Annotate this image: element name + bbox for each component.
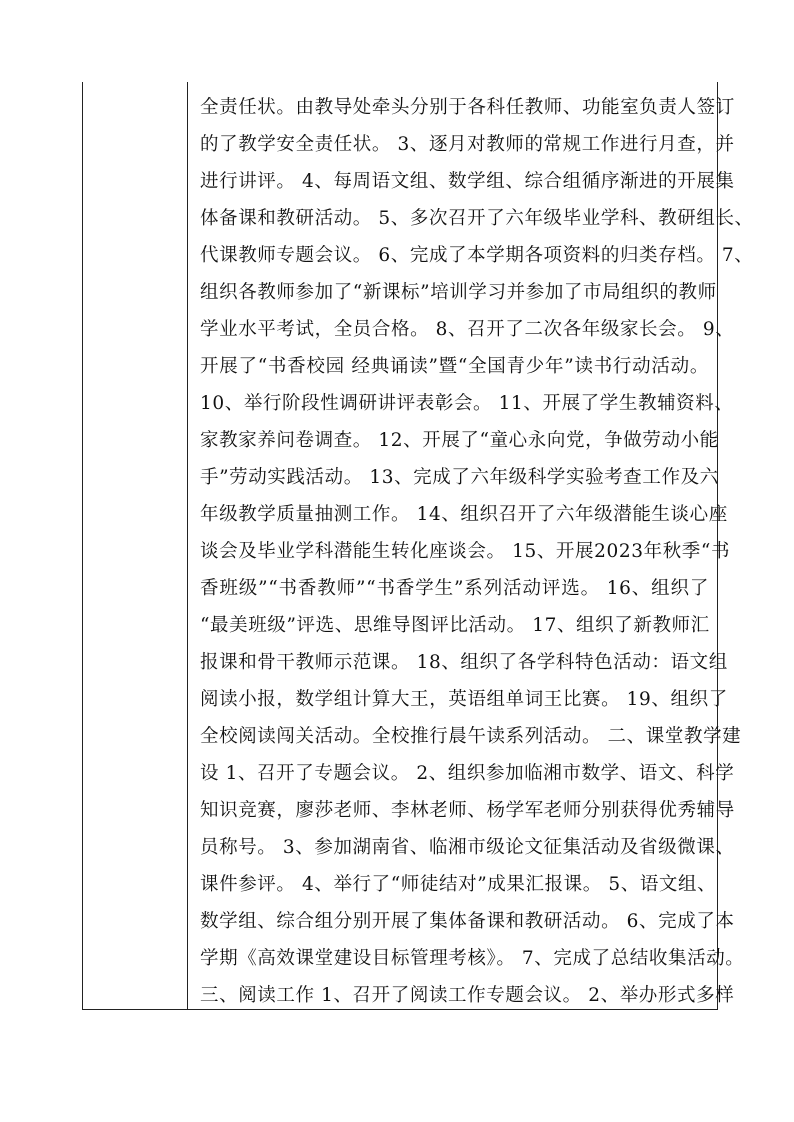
paragraph-line: 知识竞赛，廖莎老师、李林老师、杨学军老师分别获得优秀辅导 bbox=[200, 800, 735, 821]
paragraph-line: 年级教学质量抽测工作。 14、组织召开了六年级潜能生谈心座 bbox=[200, 504, 728, 525]
paragraph-line: 的了教学安全责任状。 3、逐月对教师的常规工作进行月查，并 bbox=[200, 134, 735, 155]
paragraph-line: 进行讲评。 4、每周语文组、数学组、综合组循序渐进的开展集 bbox=[200, 171, 735, 192]
paragraph-line: 家教家养问卷调查。 12、开展了“童心永向党，争做劳动小能 bbox=[200, 430, 719, 451]
table-label-cell bbox=[83, 82, 188, 1009]
paragraph-line: 三、阅读工作 1、召开了阅读工作专题会议。 2、举办形式多样 bbox=[200, 985, 735, 1006]
paragraph-line: 报课和骨干教师示范课。 18、组织了各学科特色活动：语文组 bbox=[200, 652, 728, 673]
paragraph-line: 手”劳动实践活动。 13、完成了六年级科学实验考查工作及六 bbox=[200, 467, 719, 488]
paragraph-line: 全校阅读闯关活动。全校推行晨午读系列活动。 二、课堂教学建 bbox=[200, 726, 742, 747]
paragraph-line: 体备课和教研活动。 5、多次召开了六年级毕业学科、教研组长、 bbox=[200, 208, 754, 229]
paragraph-line: 设 1、召开了专题会议。 2、组织参加临湘市数学、语文、科学 bbox=[200, 763, 735, 784]
paragraph-line: 阅读小报，数学组计算大王，英语组单词王比赛。 19、组织了 bbox=[200, 689, 728, 710]
table-frame bbox=[82, 82, 754, 1010]
paragraph-line: 学业水平考试，全员合格。 8、召开了二次各年级家长会。 9、 bbox=[200, 319, 735, 340]
table-content-cell bbox=[189, 82, 754, 1009]
paragraph-line: 学期《高效课堂建设目标管理考核》。 7、完成了总结收集活动。 bbox=[200, 948, 745, 969]
paragraph-line: 全责任状。由教导处牵头分别于各科任教师、功能室负责人签订 bbox=[200, 97, 735, 118]
paragraph-line: 数学组、综合组分别开展了集体备课和教研活动。 6、完成了本 bbox=[200, 911, 735, 932]
paragraph-line: 开展了“书香校园 经典诵读”暨“全国青少年”读书行动活动。 bbox=[200, 356, 709, 377]
paragraph-line: 课件参评。 4、举行了“师徒结对”成果汇报课。 5、语文组、 bbox=[200, 874, 717, 895]
paragraph-line: “最美班级”评选、思维导图评比活动。 17、组织了新教师汇 bbox=[200, 615, 710, 636]
paragraph-line: 员称号。 3、参加湖南省、临湘市级论文征集活动及省级微课、 bbox=[200, 837, 735, 858]
paragraph-line: 香班级”“书香教师”“书香学生”系列活动评选。 16、组织了 bbox=[200, 578, 709, 599]
paragraph-line: 10、举行阶段性调研讲评表彰会。 11、开展了学生教辅资料、 bbox=[200, 393, 734, 414]
paragraph-line: 组织各教师参加了“新课标”培训学习并参加了市局组织的教师 bbox=[200, 282, 717, 303]
paragraph-line: 谈会及毕业学科潜能生转化座谈会。 15、开展2023年秋季“书 bbox=[200, 541, 731, 562]
paragraph-line: 代课教师专题会议。 6、完成了本学期各项资料的归类存档。 7、 bbox=[200, 245, 754, 266]
